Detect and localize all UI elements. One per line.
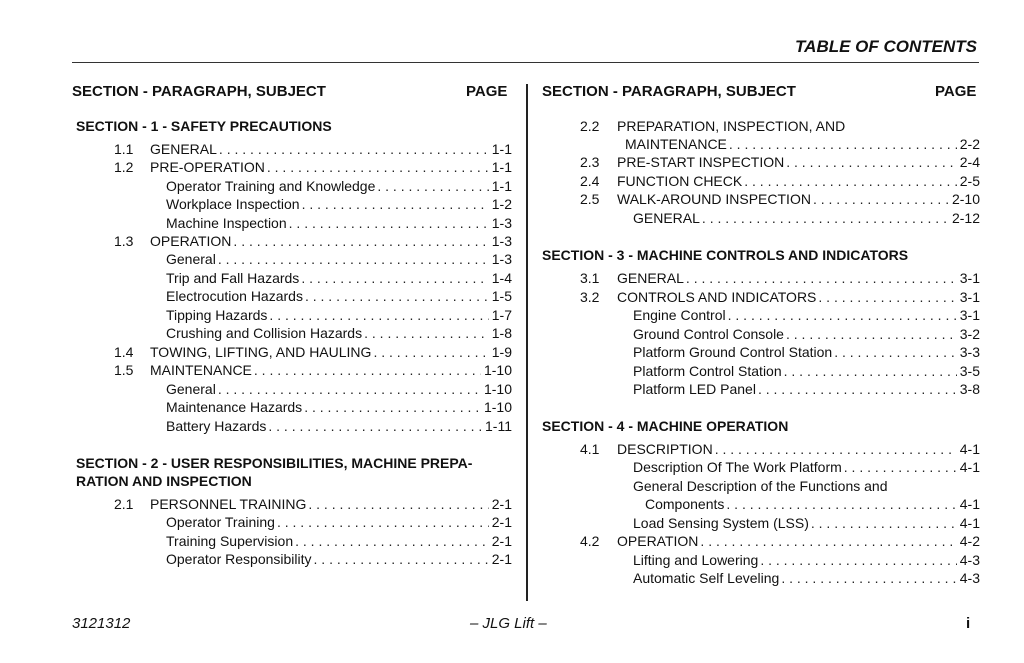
dot-leader [702, 209, 949, 227]
toc-entry[interactable] [633, 514, 980, 532]
toc-entry[interactable] [166, 532, 512, 550]
entry-title: GENERAL [150, 140, 217, 157]
dot-leader [834, 343, 957, 361]
toc-entry[interactable] [166, 324, 512, 342]
entry-title: Maintenance Hazards [166, 398, 303, 415]
entry-title: Battery Hazards [166, 417, 267, 434]
entry-page: 1-3 [491, 232, 512, 249]
entry-title[interactable]: PREPARATION, INSPECTION, AND [617, 118, 846, 134]
entry-page: 3-5 [959, 362, 980, 379]
para-number: 2.1 [114, 496, 134, 512]
entry-title: Load Sensing System (LSS) [633, 514, 809, 531]
dot-leader [844, 458, 957, 476]
dot-leader [233, 232, 488, 250]
para-number: 3.1 [580, 270, 600, 286]
entry-title: TOWING, LIFTING, AND HAULING [150, 343, 372, 360]
dot-leader [786, 153, 957, 171]
entry-page: 2-1 [491, 513, 512, 530]
toc-entry[interactable] [166, 269, 512, 287]
toc-entry[interactable] [150, 158, 512, 176]
entry-page: 2-1 [491, 495, 512, 512]
dot-leader [728, 306, 957, 324]
entry-page: 1-1 [491, 158, 512, 175]
entry-title: General [166, 380, 216, 397]
section-1-heading[interactable]: SECTION - 1 - SAFETY PRECAUTIONS [76, 118, 332, 134]
dot-leader [377, 177, 488, 195]
entry-title: Engine Control [633, 306, 726, 323]
entry-title: Operator Training and Knowledge [166, 177, 376, 194]
section-2-heading-cont[interactable]: RATION AND INSPECTION [76, 473, 252, 489]
toc-entry[interactable] [166, 513, 512, 531]
toc-entry[interactable] [625, 135, 980, 153]
entry-page: 1-9 [491, 343, 512, 360]
entry-title: OPERATION [150, 232, 232, 249]
para-number: 2.3 [580, 154, 600, 170]
entry-title: Platform Control Station [633, 362, 782, 379]
entry-title: Description Of The Work Platform [633, 458, 842, 475]
page-title: TABLE OF CONTENTS [795, 37, 977, 56]
toc-entry[interactable] [150, 361, 512, 379]
para-number: 1.2 [114, 159, 134, 175]
dot-leader [304, 398, 481, 416]
entry-page: 4-1 [959, 514, 980, 531]
column-divider [526, 84, 528, 601]
para-number: 1.1 [114, 141, 134, 157]
entry-title: MAINTENANCE [625, 135, 727, 152]
entry-page: 1-10 [483, 361, 512, 378]
header-rule [72, 62, 979, 63]
toc-entry[interactable] [166, 380, 512, 398]
entry-page: 3-8 [959, 380, 980, 397]
entry-page: 4-3 [959, 569, 980, 586]
dot-leader [818, 288, 956, 306]
toc-entry[interactable] [617, 288, 980, 306]
dot-leader [268, 417, 482, 435]
dot-leader [726, 495, 956, 513]
entry-page: 2-10 [951, 190, 980, 207]
toc-entry[interactable] [166, 214, 512, 232]
entry-page: 1-3 [491, 214, 512, 231]
entry-title: Operator Training [166, 513, 275, 530]
section-4-heading[interactable]: SECTION - 4 - MACHINE OPERATION [542, 418, 789, 434]
para-number: 1.4 [114, 344, 134, 360]
dot-leader [813, 190, 949, 208]
entry-page: 3-1 [959, 288, 980, 305]
entry-title: Crushing and Collision Hazards [166, 324, 363, 341]
entry-page: 1-2 [491, 195, 512, 212]
column-heading-right: SECTION - PARAGRAPH, SUBJECT [542, 83, 796, 100]
entry-title: Trip and Fall Hazards [166, 269, 300, 286]
toc-entry[interactable] [150, 140, 512, 158]
para-number: 4.2 [580, 533, 600, 549]
entry-title: Workplace Inspection [166, 195, 300, 212]
dot-leader [295, 532, 489, 550]
dot-leader [364, 324, 489, 342]
entry-page: 1-8 [491, 324, 512, 341]
dot-leader [289, 214, 489, 232]
dot-leader [269, 306, 488, 324]
toc-entry[interactable] [166, 195, 512, 213]
entry-page: 3-1 [959, 269, 980, 286]
toc-entry[interactable] [633, 209, 980, 227]
entry-page: 1-3 [491, 250, 512, 267]
entry-page: 4-1 [959, 495, 980, 512]
entry-page: 4-1 [959, 458, 980, 475]
entry-page: 1-1 [491, 140, 512, 157]
para-number: 4.1 [580, 441, 600, 457]
dot-leader [781, 569, 956, 587]
entry-page: 4-1 [959, 440, 980, 457]
entry-title: PRE-OPERATION [150, 158, 265, 175]
entry-title: Electrocution Hazards [166, 287, 303, 304]
toc-entry[interactable] [617, 532, 980, 550]
entry-page: 1-4 [491, 269, 512, 286]
toc-entry[interactable] [633, 380, 980, 398]
entry-page: 2-1 [491, 550, 512, 567]
entry-title: CONTROLS AND INDICATORS [617, 288, 817, 305]
entry-title: General [166, 250, 216, 267]
page-heading-left: PAGE [466, 83, 508, 100]
entry-title: PRE-START INSPECTION [617, 153, 785, 170]
dot-leader [301, 269, 488, 287]
entry-page: 1-5 [491, 287, 512, 304]
toc-entry[interactable] [166, 177, 512, 195]
column-heading-left: SECTION - PARAGRAPH, SUBJECT [72, 83, 326, 100]
dot-leader [744, 172, 957, 190]
toc-entry[interactable] [633, 551, 980, 569]
footer-doc-number: 3121312 [72, 615, 131, 632]
page-heading-right: PAGE [935, 83, 977, 100]
entry-title: Machine Inspection [166, 214, 287, 231]
entry-page: 1-7 [491, 306, 512, 323]
entry-title: GENERAL [633, 209, 700, 226]
para-number: 3.2 [580, 289, 600, 305]
dot-leader [254, 361, 481, 379]
entry-title: Lifting and Lowering [633, 551, 759, 568]
toc-entry[interactable] [617, 190, 980, 208]
dot-leader [218, 380, 481, 398]
entry-title: FUNCTION CHECK [617, 172, 743, 189]
toc-entry[interactable] [150, 232, 512, 250]
entry-page: 2-12 [951, 209, 980, 226]
footer-center: – JLG Lift – [470, 615, 547, 632]
toc-entry[interactable] [633, 306, 980, 324]
toc-entry[interactable] [633, 325, 980, 343]
dot-leader [811, 514, 957, 532]
entry-title: Tipping Hazards [166, 306, 268, 323]
dot-leader [729, 135, 957, 153]
entry-page: 3-1 [959, 306, 980, 323]
dot-leader [715, 440, 957, 458]
dot-leader [218, 250, 489, 268]
toc-entry[interactable] [166, 306, 512, 324]
dot-leader [760, 551, 956, 569]
footer-page-number: i [966, 615, 971, 632]
entry-title: PERSONNEL TRAINING [150, 495, 307, 512]
para-number: 1.5 [114, 362, 134, 378]
dot-leader [305, 287, 489, 305]
entry-title: MAINTENANCE [150, 361, 252, 378]
dot-leader [308, 495, 488, 513]
entry-page: 2-5 [959, 172, 980, 189]
section-2-heading[interactable]: SECTION - 2 - USER RESPONSIBILITIES, MACHINE PREPA- [76, 455, 473, 471]
dot-leader [302, 195, 489, 213]
dot-leader [786, 325, 957, 343]
entry-title: Platform LED Panel [633, 380, 756, 397]
para-number: 2.2 [580, 118, 600, 134]
entry-page: 1-10 [483, 398, 512, 415]
entry-page: 3-3 [959, 343, 980, 360]
toc-entry[interactable] [617, 172, 980, 190]
toc-entry[interactable] [150, 495, 512, 513]
toc-entry[interactable] [617, 440, 980, 458]
toc-entry[interactable] [150, 343, 512, 361]
toc-entry[interactable] [166, 417, 512, 435]
entry-title: DESCRIPTION [617, 440, 713, 457]
toc-entry[interactable] [633, 569, 980, 587]
para-number: 2.4 [580, 173, 600, 189]
dot-leader [700, 532, 956, 550]
dot-leader [277, 513, 489, 531]
entry-page: 2-2 [959, 135, 980, 152]
entry-title: Operator Responsibility [166, 550, 312, 567]
dot-leader [373, 343, 488, 361]
entry-title: Platform Ground Control Station [633, 343, 833, 360]
entry-title: Training Supervision [166, 532, 294, 549]
entry-page: 1-11 [485, 417, 512, 434]
entry-page: 3-2 [959, 325, 980, 342]
para-number: 2.5 [580, 191, 600, 207]
entry-title: Ground Control Console [633, 325, 784, 342]
toc-entry[interactable] [166, 287, 512, 305]
entry-title: Automatic Self Leveling [633, 569, 780, 586]
entry-page: 4-2 [959, 532, 980, 549]
entry-page: 1-10 [483, 380, 512, 397]
toc-entry[interactable] [633, 458, 980, 476]
toc-entry[interactable] [645, 495, 980, 513]
toc-entry[interactable] [166, 550, 512, 568]
section-3-heading[interactable]: SECTION - 3 - MACHINE CONTROLS AND INDICATORS [542, 247, 909, 263]
dot-leader [784, 362, 957, 380]
dot-leader [758, 380, 957, 398]
toc-entry[interactable] [166, 250, 512, 268]
dot-leader [686, 269, 957, 287]
entry-page: 2-1 [491, 532, 512, 549]
entry-title: WALK-AROUND INSPECTION [617, 190, 811, 207]
toc-entry[interactable] [633, 362, 980, 380]
toc-entry[interactable] [633, 343, 980, 361]
toc-entry[interactable] [617, 153, 980, 171]
entry-title[interactable]: General Description of the Functions and [633, 478, 888, 494]
toc-entry[interactable] [166, 398, 512, 416]
entry-page: 4-3 [959, 551, 980, 568]
toc-entry[interactable] [617, 269, 980, 287]
entry-title: GENERAL [617, 269, 684, 286]
entry-page: 2-4 [959, 153, 980, 170]
para-number: 1.3 [114, 233, 134, 249]
entry-title: OPERATION [617, 532, 699, 549]
entry-page: 1-1 [491, 177, 512, 194]
dot-leader [314, 550, 489, 568]
dot-leader [219, 140, 489, 158]
entry-title: Components [645, 495, 725, 512]
dot-leader [267, 158, 489, 176]
